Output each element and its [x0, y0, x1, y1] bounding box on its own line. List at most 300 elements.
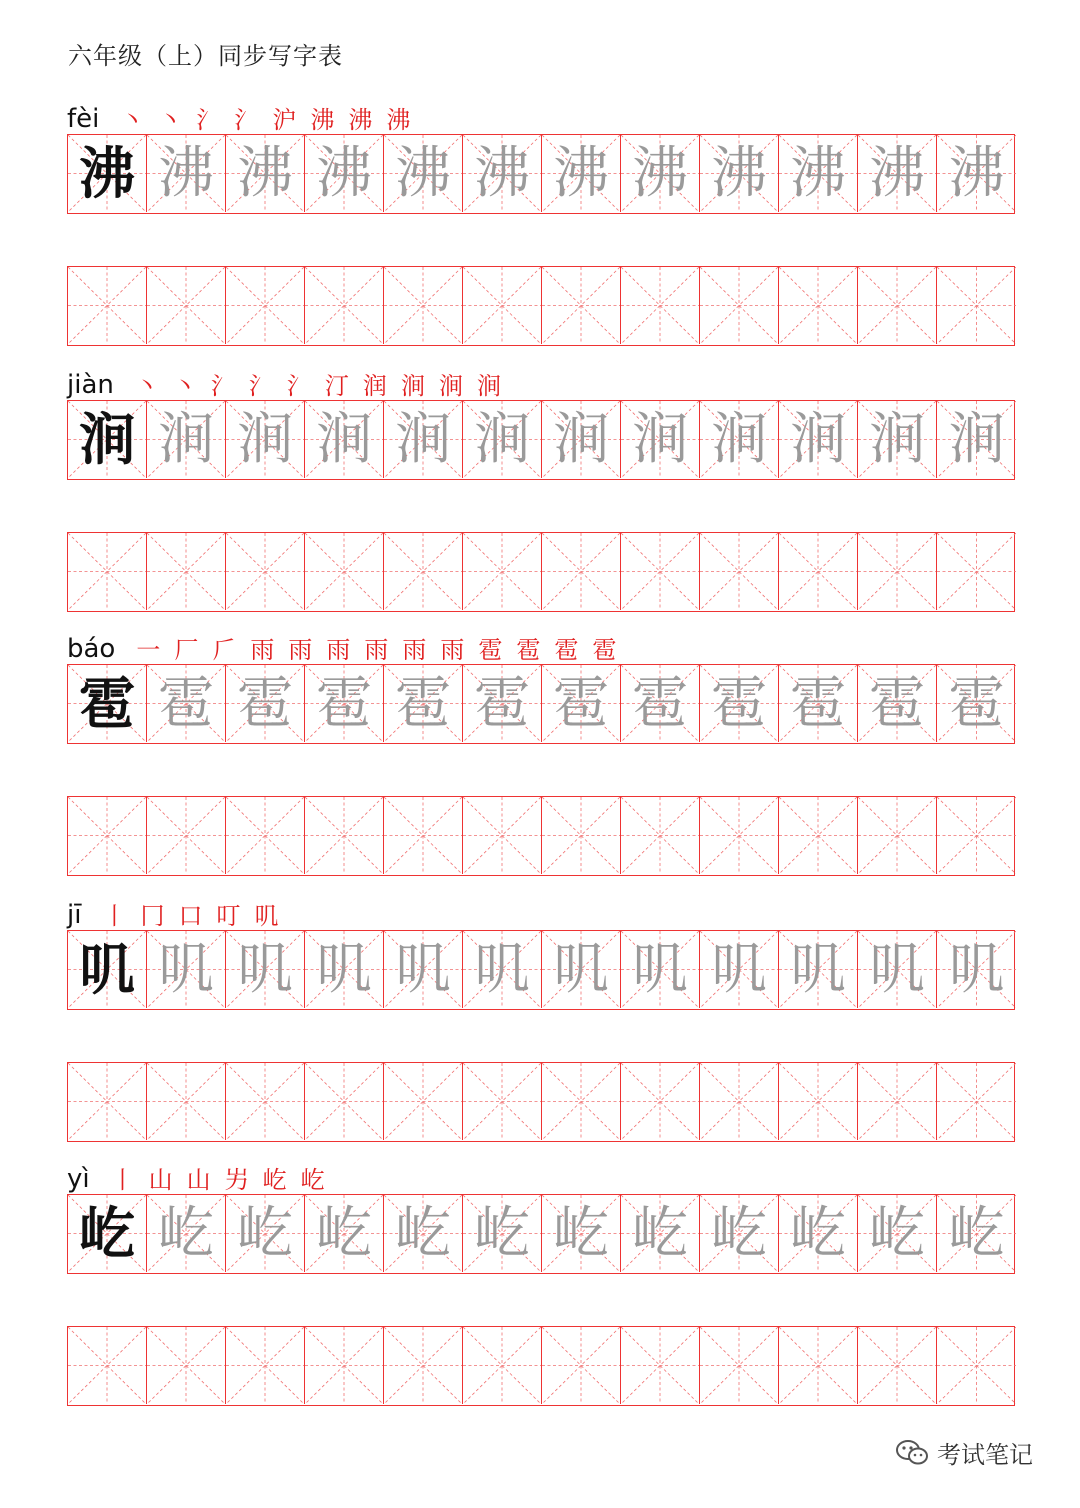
grid-guides [621, 267, 699, 344]
trace-character: 雹 [237, 670, 293, 736]
grid-guides [937, 1063, 1016, 1140]
writing-cell[interactable] [542, 533, 621, 610]
page-title: 六年级（上）同步写字表 [68, 42, 343, 70]
trace-character: 沸 [395, 140, 451, 206]
writing-cell[interactable] [779, 533, 858, 610]
writing-cell[interactable] [226, 267, 305, 344]
grid-guides [700, 267, 778, 344]
grid-guides [384, 267, 462, 344]
watermark [895, 1435, 1033, 1470]
grid-guides [700, 1063, 778, 1140]
writing-cell[interactable] [937, 1063, 1016, 1140]
stroke-sequence [115, 108, 415, 132]
trace-character: 沸 [948, 140, 1005, 206]
model-cell [68, 1195, 147, 1272]
grid-guides [700, 533, 778, 610]
trace-cell [937, 931, 1016, 1008]
stroke-step: 润 [362, 372, 387, 400]
grid-guides [147, 1327, 225, 1404]
writing-cell[interactable] [384, 267, 463, 344]
trace-character: 屹 [553, 1200, 609, 1266]
grid-guides [779, 797, 857, 874]
grid-guides [147, 797, 225, 874]
writing-cell[interactable] [700, 533, 779, 610]
trace-cell [937, 401, 1016, 478]
trace-cell [542, 665, 621, 742]
grid-guides [937, 797, 1016, 874]
trace-character: 涧 [158, 406, 214, 472]
trace-character: 叽 [474, 936, 530, 1002]
trace-character: 沸 [158, 140, 214, 206]
character-entry [67, 622, 1015, 882]
grid-guides [937, 267, 1016, 344]
stroke-step: 沪 [272, 106, 297, 134]
model-cell [68, 665, 147, 742]
trace-character: 涧 [395, 406, 451, 472]
trace-character: 沸 [474, 140, 530, 206]
trace-character: 叽 [711, 936, 767, 1002]
trace-cell [305, 665, 384, 742]
trace-character: 雹 [711, 670, 767, 736]
writing-cell[interactable] [542, 1063, 621, 1140]
trace-character: 沸 [632, 140, 688, 206]
trace-cell [384, 135, 463, 212]
practice-grid-row [67, 796, 1015, 876]
writing-cell[interactable] [463, 533, 542, 610]
stroke-step: 沸 [348, 106, 373, 134]
grid-guides [858, 1063, 936, 1140]
grid-guides [147, 1063, 225, 1140]
stroke-step: 冂 [140, 902, 165, 930]
stroke-step: 雨 [288, 636, 313, 664]
character-entry [67, 1152, 1015, 1412]
writing-cell[interactable] [384, 797, 463, 874]
stroke-step: 涧 [400, 372, 425, 400]
writing-cell[interactable] [858, 267, 937, 344]
trace-cell [305, 401, 384, 478]
grid-guides [226, 1327, 304, 1404]
trace-character: 沸 [237, 140, 293, 206]
pinyin-label: báo [67, 634, 116, 664]
grid-guides [779, 267, 857, 344]
trace-cell [384, 401, 463, 478]
stroke-sequence [131, 638, 621, 662]
grid-guides [621, 797, 699, 874]
trace-cell [542, 1195, 621, 1272]
grid-guides [463, 1063, 541, 1140]
grid-guides [937, 1327, 1016, 1404]
stroke-step: 叽 [254, 902, 279, 930]
pinyin-label: yì [67, 1164, 90, 1194]
character-entry [67, 888, 1015, 1148]
stroke-step: 丨 [110, 1166, 135, 1194]
trace-cell [384, 665, 463, 742]
writing-cell[interactable] [147, 1327, 226, 1404]
trace-cell [700, 401, 779, 478]
writing-cell[interactable] [147, 1063, 226, 1140]
trace-cell [858, 1195, 937, 1272]
trace-cell [937, 1195, 1016, 1272]
writing-cell[interactable] [305, 1327, 384, 1404]
writing-cell[interactable] [700, 1327, 779, 1404]
stroke-step: 屴 [224, 1166, 249, 1194]
trace-character: 叽 [395, 936, 451, 1002]
writing-cell[interactable] [700, 267, 779, 344]
writing-cell[interactable] [68, 267, 147, 344]
trace-character: 雹 [474, 670, 530, 736]
writing-cell[interactable] [226, 533, 305, 610]
stroke-step: 氵 [234, 106, 259, 134]
stroke-step: 汀 [324, 372, 349, 400]
trace-cell [858, 931, 937, 1008]
grid-guides [779, 1063, 857, 1140]
writing-cell[interactable] [779, 797, 858, 874]
stroke-order-line [67, 1152, 330, 1192]
grid-guides [858, 267, 936, 344]
wechat-icon [895, 1439, 929, 1467]
trace-cell [305, 135, 384, 212]
trace-cell [463, 665, 542, 742]
grid-guides [147, 533, 225, 610]
stroke-step: 叮 [216, 902, 241, 930]
writing-cell[interactable] [463, 1327, 542, 1404]
stroke-step: 雨 [326, 636, 351, 664]
trace-cell [779, 401, 858, 478]
stroke-sequence [130, 374, 506, 398]
trace-character: 屹 [474, 1200, 530, 1266]
trace-character: 屹 [711, 1200, 767, 1266]
trace-cell [463, 1195, 542, 1272]
grid-guides [621, 533, 699, 610]
trace-character: 涧 [316, 406, 372, 472]
writing-cell[interactable] [147, 797, 226, 874]
stroke-step: 雨 [440, 636, 465, 664]
trace-cell [384, 931, 463, 1008]
writing-cell[interactable] [700, 1063, 779, 1140]
trace-character: 涧 [711, 406, 767, 472]
trace-character: 雹 [316, 670, 372, 736]
writing-cell[interactable] [384, 533, 463, 610]
trace-cell [700, 665, 779, 742]
grid-guides [858, 1327, 936, 1404]
grid-guides [542, 267, 620, 344]
trace-cell [463, 401, 542, 478]
trace-character: 叽 [316, 936, 372, 1002]
stroke-step: 雹 [516, 636, 541, 664]
grid-guides [463, 797, 541, 874]
writing-cell[interactable] [621, 1063, 700, 1140]
writing-cell[interactable] [621, 797, 700, 874]
stroke-step: 沸 [386, 106, 411, 134]
grid-guides [305, 797, 383, 874]
practice-grid-row [67, 1062, 1015, 1142]
trace-character: 叽 [237, 936, 293, 1002]
grid-guides [68, 1063, 146, 1140]
trace-character: 叽 [948, 936, 1005, 1002]
stroke-order-line [67, 622, 621, 662]
trace-character: 雹 [869, 670, 925, 736]
trace-cell [542, 401, 621, 478]
grid-guides [621, 1063, 699, 1140]
stroke-step: 氵 [248, 372, 273, 400]
trace-cell [463, 931, 542, 1008]
writing-cell[interactable] [384, 1063, 463, 1140]
trace-character: 涧 [632, 406, 688, 472]
writing-cell[interactable] [384, 1327, 463, 1404]
trace-grid-row [67, 930, 1015, 1010]
trace-cell [147, 665, 226, 742]
stroke-step: 丶 [120, 106, 145, 134]
stroke-step: 氵 [210, 372, 235, 400]
trace-grid-row [67, 664, 1015, 744]
character-entry [67, 358, 1015, 618]
grid-guides [700, 1327, 778, 1404]
stroke-step: 丶 [172, 372, 197, 400]
trace-cell [147, 135, 226, 212]
trace-character: 屹 [869, 1200, 925, 1266]
grid-guides [305, 1327, 383, 1404]
stroke-step: 雹 [478, 636, 503, 664]
character-entry [67, 92, 1015, 352]
trace-cell [779, 1195, 858, 1272]
trace-cell [226, 1195, 305, 1272]
trace-cell [858, 401, 937, 478]
grid-guides [463, 533, 541, 610]
practice-grid-row [67, 266, 1015, 346]
trace-character: 叽 [553, 936, 609, 1002]
stroke-step: 山 [148, 1166, 173, 1194]
trace-cell [621, 135, 700, 212]
trace-character: 屹 [948, 1200, 1005, 1266]
trace-grid-row [67, 134, 1015, 214]
writing-cell[interactable] [937, 1327, 1016, 1404]
writing-cell[interactable] [937, 533, 1016, 610]
trace-cell [305, 1195, 384, 1272]
grid-guides [68, 1327, 146, 1404]
stroke-step: 雨 [364, 636, 389, 664]
trace-character: 沸 [316, 140, 372, 206]
trace-cell [542, 135, 621, 212]
writing-cell[interactable] [68, 533, 147, 610]
writing-cell[interactable] [463, 1063, 542, 1140]
stroke-sequence [106, 1168, 330, 1192]
trace-character: 叽 [869, 936, 925, 1002]
trace-cell [779, 665, 858, 742]
writing-cell[interactable] [621, 1327, 700, 1404]
trace-cell [226, 665, 305, 742]
writing-cell[interactable] [858, 1327, 937, 1404]
trace-cell [779, 135, 858, 212]
trace-character: 屹 [632, 1200, 688, 1266]
trace-character: 雹 [790, 670, 846, 736]
grid-guides [384, 797, 462, 874]
trace-cell [779, 931, 858, 1008]
trace-cell [621, 401, 700, 478]
grid-guides [542, 797, 620, 874]
trace-cell [226, 931, 305, 1008]
grid-guides [542, 533, 620, 610]
model-cell [68, 135, 147, 212]
writing-cell[interactable] [226, 1327, 305, 1404]
trace-cell [147, 931, 226, 1008]
writing-cell[interactable] [68, 1063, 147, 1140]
stroke-step: 𠂆 [212, 636, 237, 664]
model-character: 涧 [79, 406, 135, 473]
trace-cell [937, 135, 1016, 212]
stroke-order-line [67, 92, 415, 132]
stroke-step: 厂 [174, 636, 199, 664]
watermark-text: 考试笔记 [937, 1441, 1033, 1469]
stroke-order-line [67, 888, 283, 928]
practice-grid-row [67, 1326, 1015, 1406]
stroke-step: 氵 [286, 372, 311, 400]
grid-guides [384, 533, 462, 610]
stroke-step: 雹 [554, 636, 579, 664]
trace-cell [621, 931, 700, 1008]
stroke-step: 屹 [300, 1166, 325, 1194]
grid-guides [858, 533, 936, 610]
grid-guides [68, 797, 146, 874]
writing-cell[interactable] [858, 1063, 937, 1140]
writing-cell[interactable] [305, 533, 384, 610]
writing-cell[interactable] [779, 267, 858, 344]
trace-grid-row [67, 400, 1015, 480]
trace-character: 涧 [237, 406, 293, 472]
trace-cell [621, 1195, 700, 1272]
writing-cell[interactable] [305, 1063, 384, 1140]
trace-cell [226, 135, 305, 212]
trace-cell [700, 135, 779, 212]
model-cell [68, 931, 147, 1008]
trace-character: 雹 [553, 670, 609, 736]
writing-cell[interactable] [542, 267, 621, 344]
stroke-step: 雹 [592, 636, 617, 664]
model-character: 雹 [79, 670, 135, 737]
trace-cell [858, 665, 937, 742]
grid-guides [542, 1063, 620, 1140]
grid-guides [68, 267, 146, 344]
writing-cell[interactable] [779, 1063, 858, 1140]
grid-guides [226, 1063, 304, 1140]
grid-guides [858, 797, 936, 874]
trace-character: 涧 [553, 406, 609, 472]
writing-cell[interactable] [937, 267, 1016, 344]
grid-guides [779, 533, 857, 610]
trace-cell [700, 931, 779, 1008]
stroke-step: 丶 [158, 106, 183, 134]
grid-guides [68, 533, 146, 610]
practice-grid-row [67, 532, 1015, 612]
trace-cell [463, 135, 542, 212]
stroke-step: 一 [136, 636, 161, 664]
stroke-sequence [97, 904, 283, 928]
grid-guides [621, 1327, 699, 1404]
writing-cell[interactable] [779, 1327, 858, 1404]
writing-cell[interactable] [147, 267, 226, 344]
trace-cell [147, 401, 226, 478]
grid-guides [463, 1327, 541, 1404]
grid-guides [700, 797, 778, 874]
grid-guides [226, 797, 304, 874]
pinyin-label: jī [67, 900, 82, 930]
grid-guides [226, 533, 304, 610]
pinyin-label: jiàn [67, 370, 114, 400]
trace-character: 屹 [316, 1200, 372, 1266]
grid-guides [305, 267, 383, 344]
trace-character: 沸 [553, 140, 609, 206]
stroke-step: 山 [186, 1166, 211, 1194]
trace-character: 叽 [158, 936, 214, 1002]
writing-cell[interactable] [226, 797, 305, 874]
writing-cell[interactable] [542, 797, 621, 874]
pinyin-label: fèi [67, 104, 100, 134]
stroke-step: 沸 [310, 106, 335, 134]
model-character: 沸 [79, 140, 135, 207]
trace-cell [542, 931, 621, 1008]
grid-guides [937, 533, 1016, 610]
trace-character: 涧 [869, 406, 925, 472]
writing-cell[interactable] [68, 1327, 147, 1404]
trace-character: 屹 [158, 1200, 214, 1266]
writing-cell[interactable] [700, 797, 779, 874]
trace-cell [937, 665, 1016, 742]
stroke-step: 涧 [476, 372, 501, 400]
writing-cell[interactable] [305, 267, 384, 344]
writing-cell[interactable] [858, 533, 937, 610]
trace-character: 涧 [948, 406, 1005, 472]
writing-cell[interactable] [937, 797, 1016, 874]
trace-grid-row [67, 1194, 1015, 1274]
trace-character: 沸 [711, 140, 767, 206]
writing-cell[interactable] [542, 1327, 621, 1404]
trace-character: 沸 [869, 140, 925, 206]
stroke-step: 丨 [102, 902, 127, 930]
trace-character: 屹 [237, 1200, 293, 1266]
stroke-step: 雨 [402, 636, 427, 664]
stroke-step: 口 [178, 902, 203, 930]
stroke-order-line [67, 358, 506, 398]
writing-cell[interactable] [858, 797, 937, 874]
grid-guides [463, 267, 541, 344]
trace-cell [305, 931, 384, 1008]
writing-cell[interactable] [463, 267, 542, 344]
writing-cell[interactable] [147, 533, 226, 610]
grid-guides [384, 1063, 462, 1140]
trace-cell [384, 1195, 463, 1272]
writing-cell[interactable] [68, 797, 147, 874]
trace-cell [700, 1195, 779, 1272]
writing-cell[interactable] [305, 797, 384, 874]
grid-guides [384, 1327, 462, 1404]
trace-character: 雹 [948, 670, 1005, 736]
grid-guides [305, 533, 383, 610]
grid-guides [779, 1327, 857, 1404]
writing-cell[interactable] [621, 533, 700, 610]
trace-character: 雹 [632, 670, 688, 736]
trace-cell [858, 135, 937, 212]
trace-character: 叽 [632, 936, 688, 1002]
grid-guides [226, 267, 304, 344]
trace-cell [147, 1195, 226, 1272]
trace-cell [226, 401, 305, 478]
trace-character: 屹 [790, 1200, 846, 1266]
model-cell [68, 401, 147, 478]
writing-cell[interactable] [226, 1063, 305, 1140]
stroke-step: 氵 [196, 106, 221, 134]
writing-cell[interactable] [463, 797, 542, 874]
writing-cell[interactable] [621, 267, 700, 344]
trace-character: 涧 [474, 406, 530, 472]
